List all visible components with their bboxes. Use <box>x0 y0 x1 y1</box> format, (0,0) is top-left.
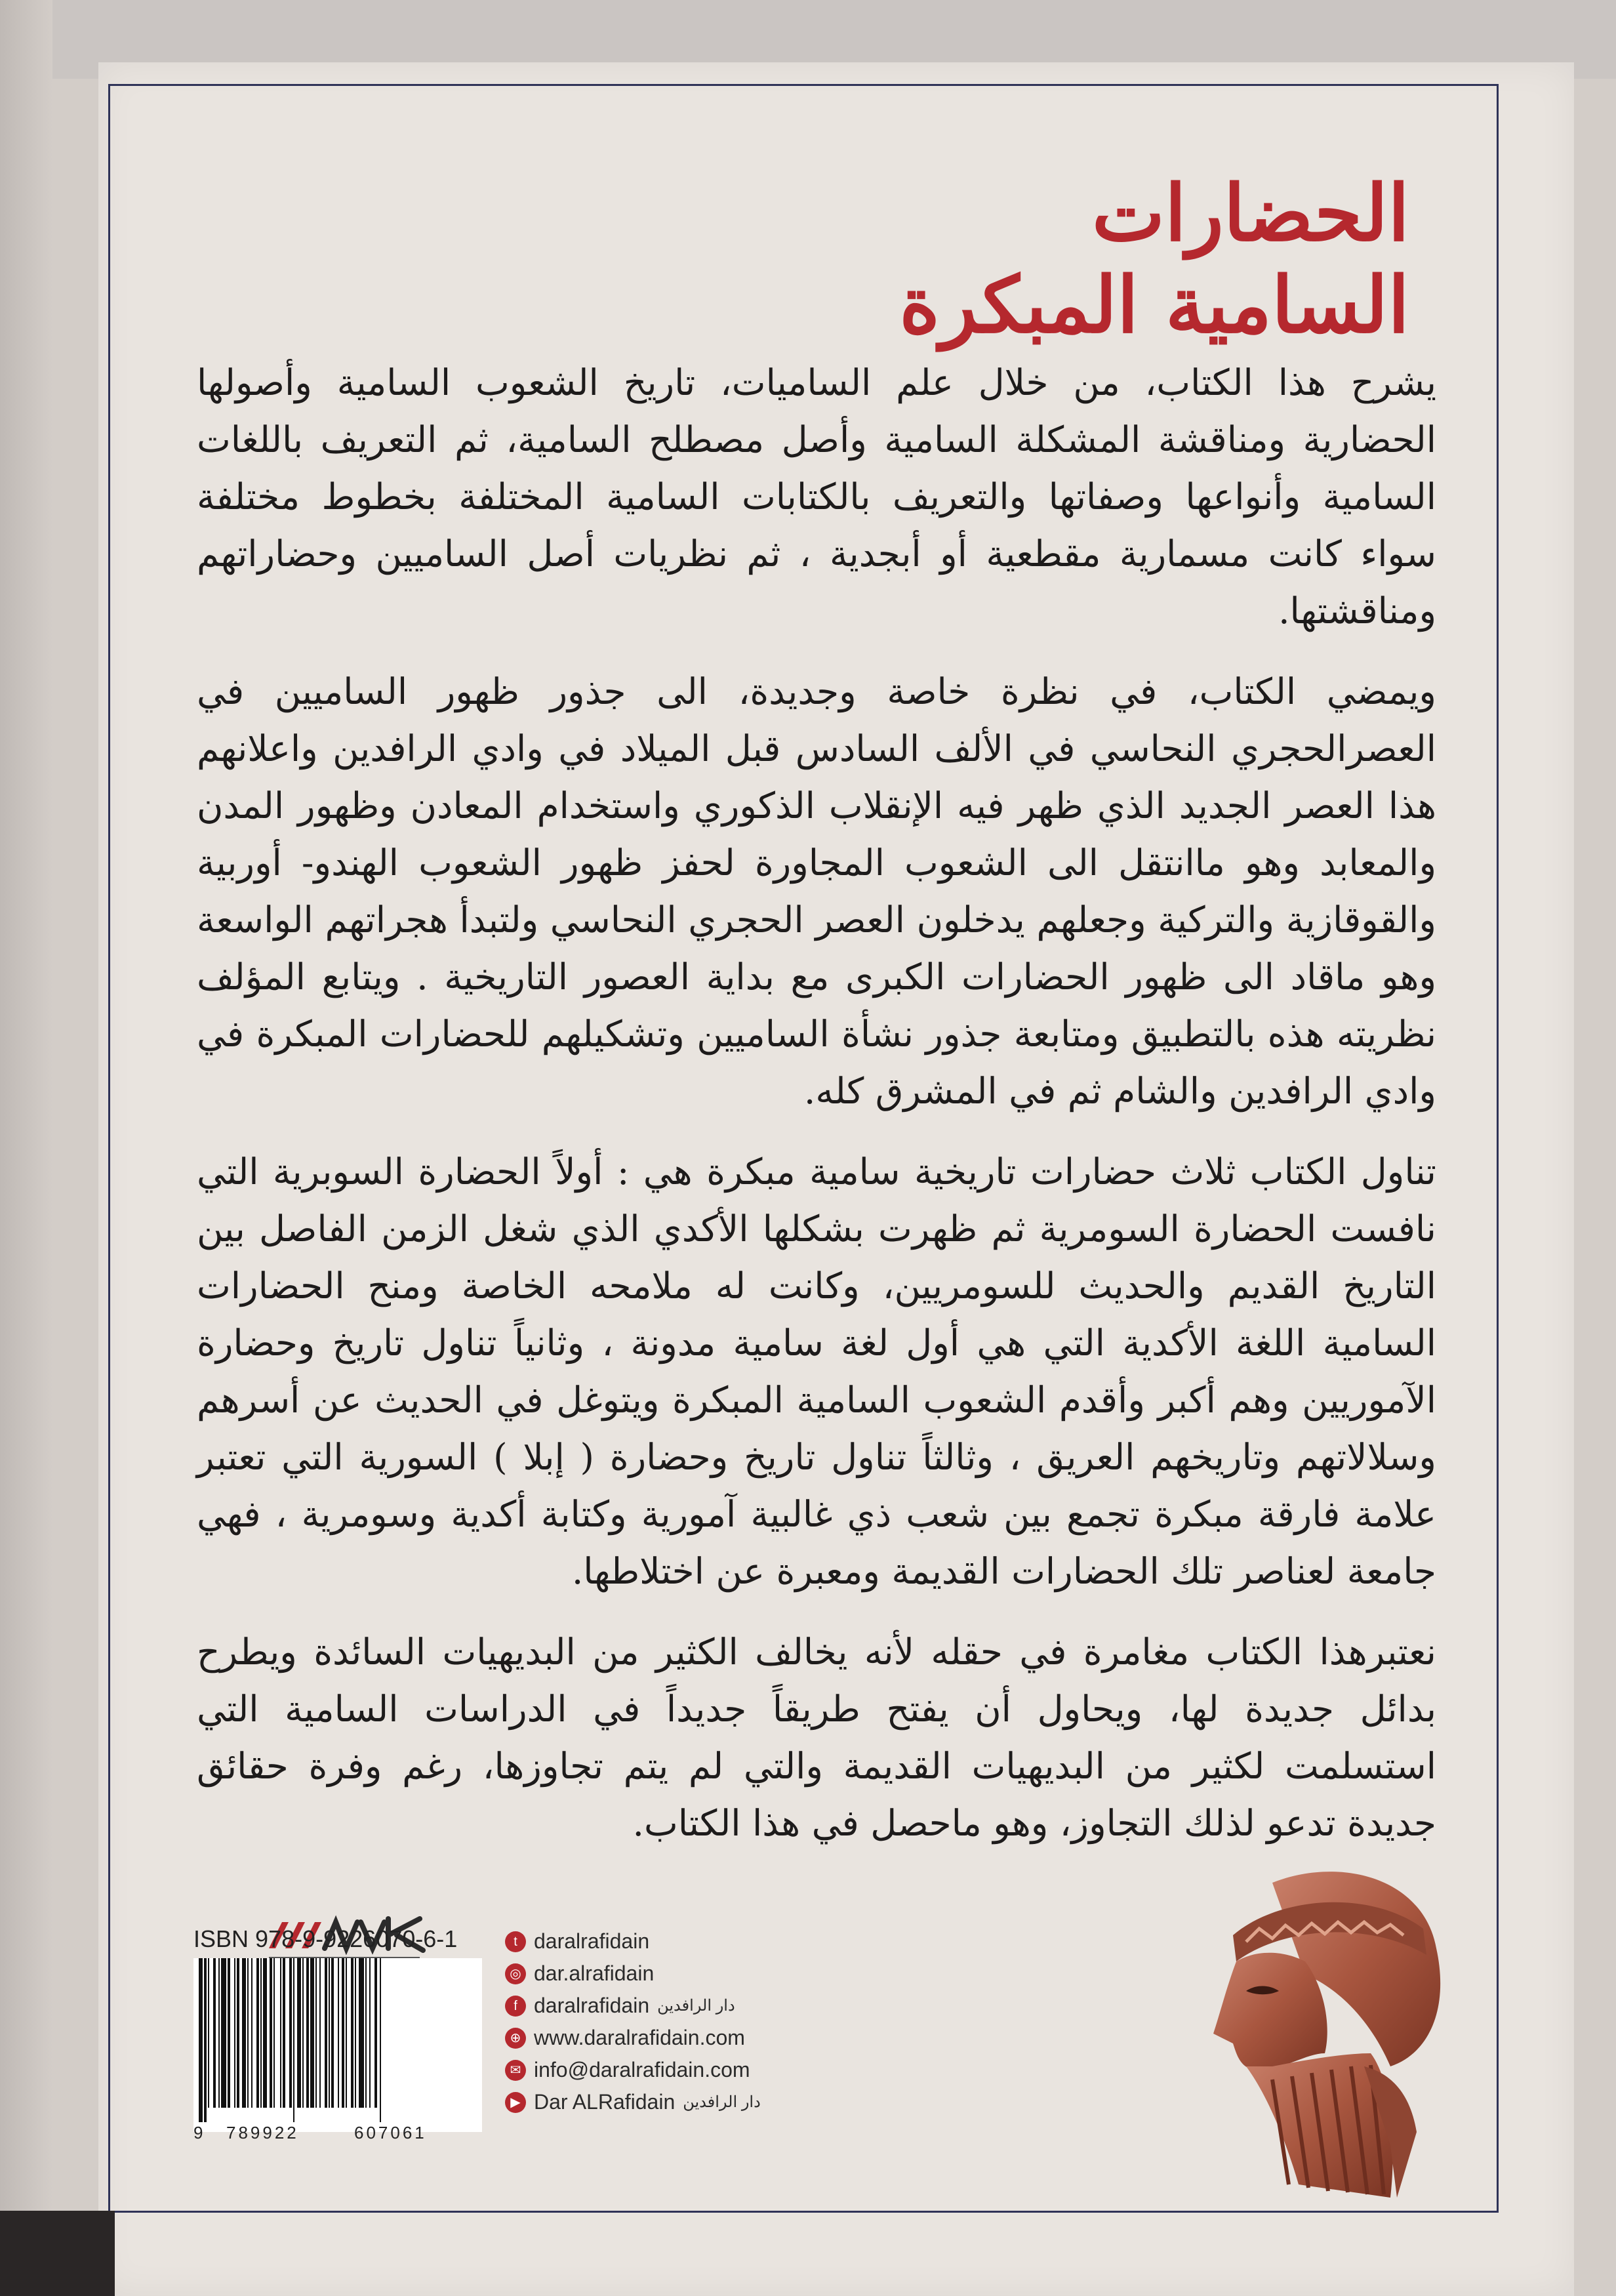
barcode-bar <box>283 1958 285 2108</box>
youtube-icon: ▶ <box>505 2092 526 2113</box>
barcode-bar <box>228 1958 230 2108</box>
barcode-bar <box>359 1958 364 2108</box>
contact-youtube[interactable] <box>505 2086 925 2118</box>
barcode-bar <box>273 1958 275 2108</box>
blurb-paragraph-2: ويمضي الكتاب، في نظرة خاصة وجديدة، الى جذور ظهور الساميين في العصرالحجري النحاسي في الألف السادس قبل الميلاد في وادي الرافدين واعلانهم هذا العصر الجديد الذي ظهر فيه الإنقلاب الذكوري واستخدام المعادن وظهور المدن والمعابد وهو ماانتقل الى الشعوب المجاورة لحفز ظهور الشعوب الهندو- أوربية والقوقازية والتركية وجعلهم يدخلون العصر الحجري النحاسي ولتبدأ هجراتهم الواسعة وهو ماقاد الى ظهور الحضارات الكبرى مع بداية العصور التاريخية . ويتابع المؤلف نظريته هذه بالتطبيق ومتابعة جذور نشأة الساميين وتشكيلهم للحضارات المبكرة في وادي الرافدين والشام ثم في المشرق كله. <box>197 670 1437 1112</box>
contact-arabic-name: دار الرافدين <box>657 1997 735 2015</box>
barcode-bar <box>338 1958 339 2108</box>
contact-text: daralrafidain <box>534 1929 650 1953</box>
barcode-bar <box>218 1958 220 2108</box>
barcode-bar <box>374 1958 377 2108</box>
barcode-digits-right: 607061 <box>354 2123 427 2142</box>
barcode-bar <box>237 1958 239 2108</box>
book-spine-edge <box>0 2211 115 2296</box>
barcode-bar <box>310 1958 314 2108</box>
contact-facebook[interactable] <box>505 1990 925 2022</box>
barcode-bar <box>234 1958 235 2108</box>
contact-text: Dar ALRafidain <box>534 2090 676 2114</box>
barcode-bar <box>319 1958 321 2108</box>
contact-twitter[interactable] <box>505 1925 925 1958</box>
blurb-paragraph-1: يشرح هذا الكتاب، من خلال علم الساميات، تاريخ الشعوب السامية وأصولها الحضارية ومناقشة المشكلة السامية وأصل مصطلح السامية، ثم التعريف باللغات السامية وأنواعها وصفاتها والتعريف بالكتابات السامية المختلفة بخطوط مختلفة سواء كانت مسمارية مقطعية أو أبجدية ، ثم نظريات أصل الساميين وحضاراتهم ومناقشتها. <box>197 361 1436 632</box>
barcode-bar <box>270 1958 272 2108</box>
barcode-bar <box>263 1958 267 2108</box>
facebook-icon: f <box>505 1996 526 2017</box>
barcode-bar <box>208 1958 209 2108</box>
barcode-bar <box>315 1958 317 2108</box>
blurb-paragraph-3: تناول الكتاب ثلاث حضارات تاريخية سامية مبكرة هي : أولاً الحضارة السوبرية التي نافست الحضارة السومرية ثم ظهرت بشكلها الأكدي الذي شغل الزمن الفاصل بين التاريخ القديم والحديث للسومريين، وكانت له ملامحه الخاصة ومنح الحضارات السامية اللغة الأكدية التي هي أول لغة سامية مدونة ، وثانياً تناول تاريخ وحضارة الآموريين وهم أكبر وأقدم الشعوب السامية المبكرة ويتوغل في الحديث عن أسرهم وسلالاتهم وتاريخهم العريق ، وثالثاً تناول تاريخ وحضارة ( إبلا ) السورية التي تعتبر علامة فارقة مبكرة تجمع بين شعب ذي غالبية آمورية وكتابة أكدية وسومرية ، فهي جامعة لعناصر تلك الحضارات القديمة ومعبرة عن اختلاطها. <box>197 1151 1436 1592</box>
barcode-bar <box>293 1958 294 2122</box>
web-icon: ⊕ <box>505 2028 526 2049</box>
barcode-bar <box>346 1958 347 2108</box>
publisher-contacts <box>505 1925 925 2118</box>
barcode-digits-left: 789922 <box>226 2123 299 2142</box>
contact-email[interactable] <box>505 2054 925 2086</box>
barcode-bar <box>221 1958 226 2108</box>
barcode-bar <box>306 1958 309 2108</box>
contact-website[interactable] <box>505 2022 925 2054</box>
barcode-bar <box>260 1958 262 2108</box>
barcode-bar <box>297 1958 301 2108</box>
barcode-lead-digit: 9 <box>193 2123 203 2142</box>
contact-text: www.daralrafidain.com <box>534 2026 745 2049</box>
barcode-bar <box>199 1958 203 2122</box>
contact-text: dar.alrafidain <box>534 1961 655 1985</box>
barcode-bar <box>329 1958 330 2108</box>
barcode-bar <box>302 1958 304 2108</box>
barcode-bar <box>280 1958 281 2108</box>
barcode-bar <box>365 1958 367 2108</box>
blurb-text <box>197 354 1436 1876</box>
barcode-bar <box>331 1958 334 2108</box>
book-title-line-2: السامية المبكرة <box>899 259 1409 350</box>
barcode-bar <box>380 1958 381 2122</box>
barcode-bar <box>213 1958 216 2108</box>
barcode-bar <box>369 1958 371 2108</box>
barcode-bar <box>351 1958 354 2108</box>
twitter-icon: t <box>505 1931 526 1952</box>
barcode-bars <box>193 1958 482 2122</box>
email-icon: ✉ <box>505 2060 526 2081</box>
barcode <box>193 1958 482 2132</box>
contact-text: daralrafidain <box>534 1994 650 2017</box>
contact-instagram[interactable] <box>505 1958 925 1990</box>
background-left <box>0 0 52 2296</box>
instagram-icon: ◎ <box>505 1963 526 1984</box>
barcode-bar <box>256 1958 259 2108</box>
barcode-bar <box>251 1958 253 2108</box>
isbn-number: ISBN 978-9-9226070-6-1 <box>193 1925 458 1952</box>
barcode-bar <box>247 1958 249 2108</box>
contact-text: info@daralrafidain.com <box>534 2058 750 2081</box>
akkadian-head-illustration <box>1174 1856 1463 2217</box>
contact-arabic-name: دار الرافدين <box>683 2093 761 2111</box>
barcode-bar <box>289 1958 292 2108</box>
barcode-bar <box>325 1958 327 2108</box>
barcode-bar <box>355 1958 356 2108</box>
barcode-bar <box>242 1958 246 2108</box>
barcode-bar <box>204 1958 207 2122</box>
barcode-bar <box>342 1958 344 2108</box>
blurb-paragraph-4: نعتبرهذا الكتاب مغامرة في حقله لأنه يخالف الكثير من البديهيات السائدة ويطرح بدائل جديدة لها، ويحاول أن يفتح طريقاً جديداً في الدراسات السامية التي استسلمت لكثير من البديهيات القديمة والتي لم يتم تجاوزها، رغم وفرة حقائق جديدة تدعو لذلك التجاوز، وهو ماحصل في هذا الكتاب. <box>197 1631 1436 1844</box>
book-title-line-1: الحضارات <box>1091 167 1409 258</box>
